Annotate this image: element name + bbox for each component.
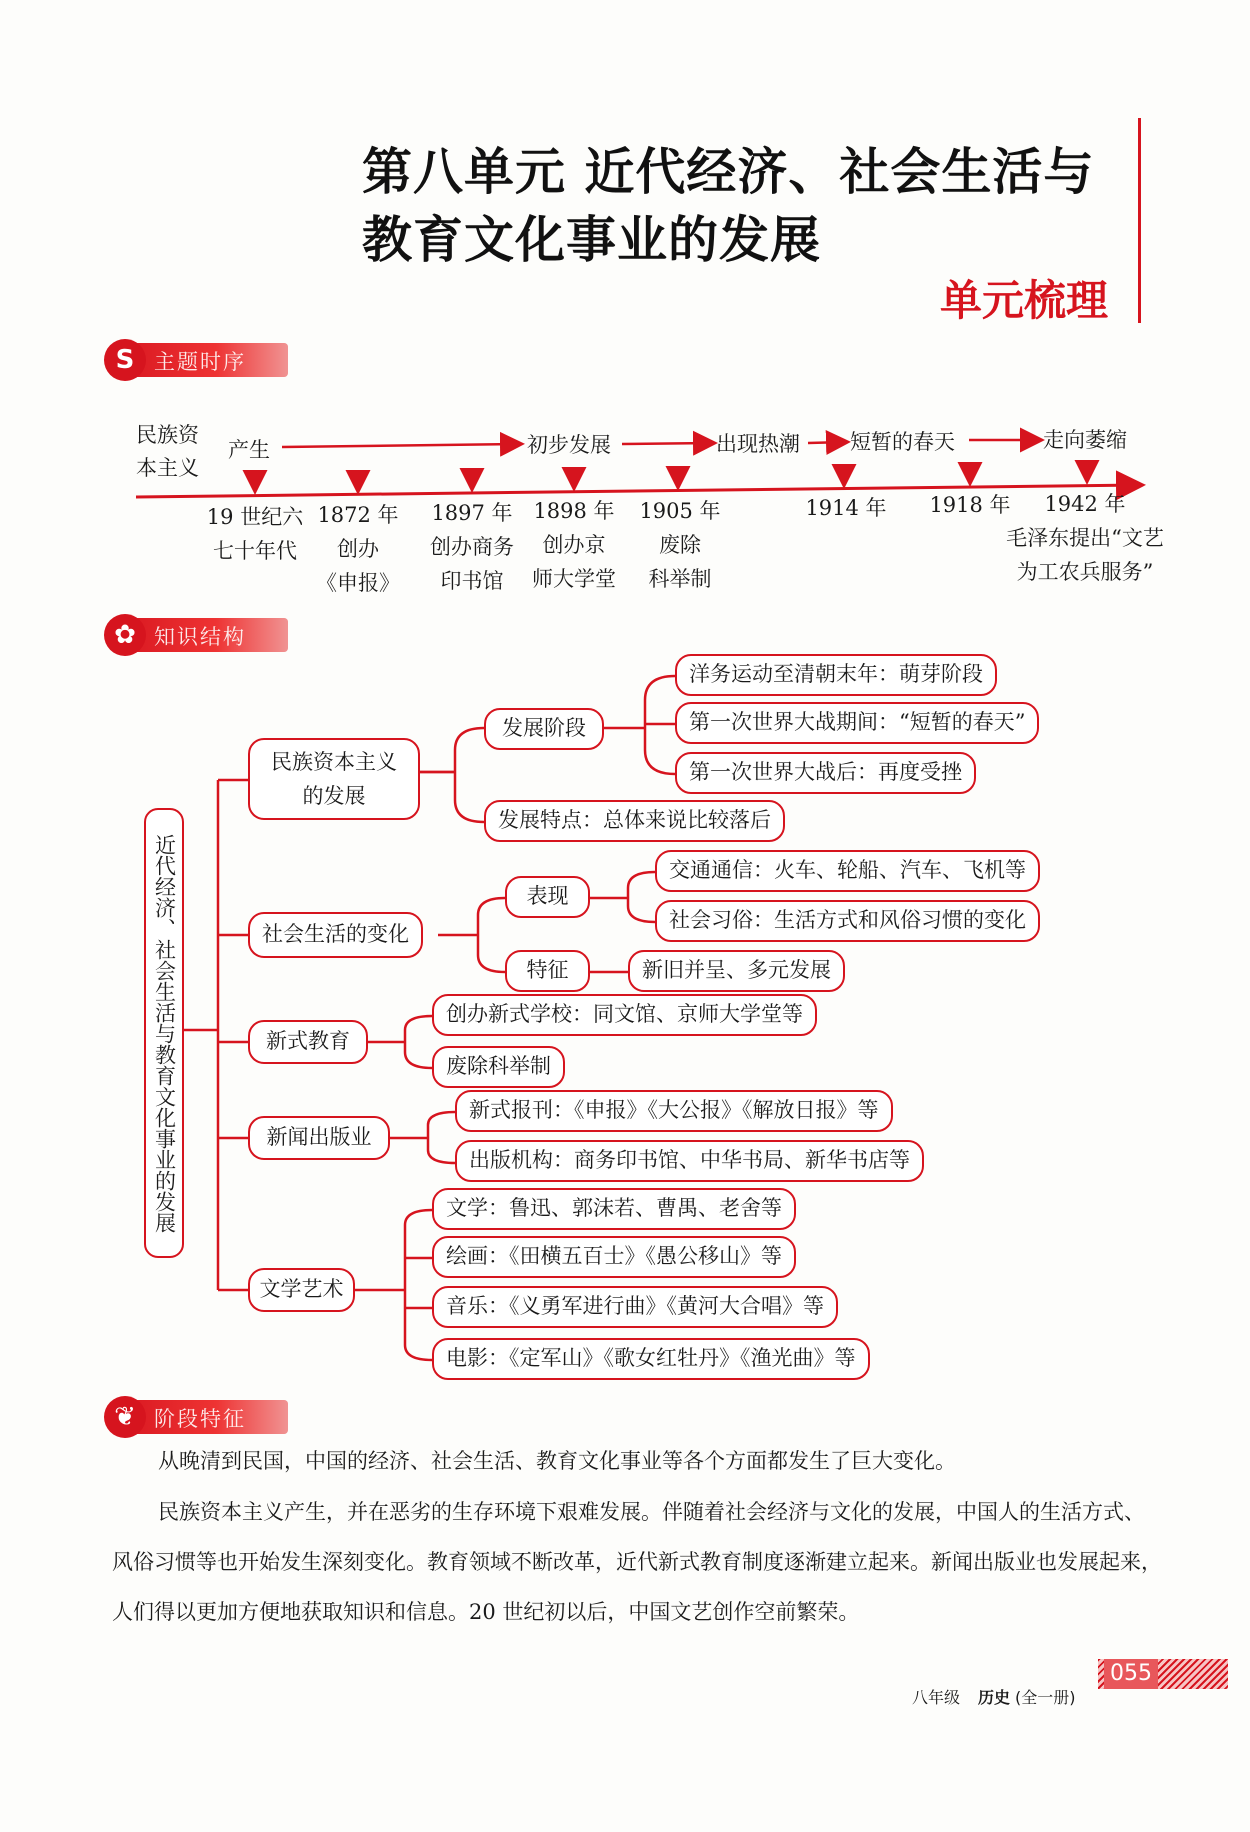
branch-national-capitalism: 民族资本主义的发展 xyxy=(248,738,420,820)
event-1905: 1905 年 废除 科举制 xyxy=(639,499,721,591)
section-flower-icon: ✿ xyxy=(104,614,146,656)
section-s-icon: S xyxy=(104,339,146,381)
event-1942: 1942 年 毛泽东提出“文艺 为工农兵服务” xyxy=(1006,492,1164,584)
event-1898: 1898 年 创办京 师大学堂 xyxy=(532,499,616,591)
node-manifestation: 表现 xyxy=(505,876,590,918)
branch-new-education: 新式教育 xyxy=(248,1020,368,1064)
event-1918: 1918 年 xyxy=(929,493,1011,517)
unit-subtitle: 单元梳理 xyxy=(940,276,1109,325)
node-newspapers: 新式报刊：《申报》《大公报》《解放日报》等 xyxy=(455,1090,893,1132)
node-literature: 文学：鲁迅、郭沫若、曹禺、老舍等 xyxy=(432,1188,796,1230)
section-banner-label: 知识结构 xyxy=(154,625,246,649)
footer-grade: 八年级 xyxy=(912,1688,961,1707)
page-number-badge xyxy=(1098,1659,1228,1689)
branch-literature-arts: 文学艺术 xyxy=(248,1268,355,1312)
unit-title-line1: 第八单元 近代经济、社会生活与 xyxy=(362,143,1095,201)
node-publishers: 出版机构：商务印书馆、中华书局、新华书店等 xyxy=(455,1140,924,1182)
features-paragraph-1: 从晚清到民国，中国的经济、社会生活、教育文化事业等各个方面都发生了巨大变化。 xyxy=(158,1449,956,1473)
leaf-transport: 交通通信：火车、轮船、汽车、飞机等 xyxy=(655,850,1040,892)
footer-subject: 历史 xyxy=(978,1688,1011,1707)
stage-boom: 出现热潮 xyxy=(716,432,800,456)
page-number: 055 xyxy=(1104,1659,1158,1689)
section-banner-label: 主题时序 xyxy=(154,350,246,374)
branch-press-publishing: 新闻出版业 xyxy=(248,1116,390,1160)
stage-decline: 走向萎缩 xyxy=(1043,428,1127,452)
event-1897: 1897 年 创办商务 印书馆 xyxy=(430,501,514,593)
event-1914: 1914 年 xyxy=(805,496,887,520)
branch-social-life: 社会生活的变化 xyxy=(248,912,423,958)
leaf-short-spring: 第一次世界大战期间：“短暂的春天” xyxy=(675,702,1039,744)
timeline-start-label-2: 本主义 xyxy=(136,456,199,480)
node-film: 电影：《定军山》《歌女红牡丹》《渔光曲》等 xyxy=(432,1338,870,1380)
node-painting: 绘画：《田横五百士》《愚公移山》等 xyxy=(432,1236,796,1278)
node-music: 音乐：《义勇军进行曲》《黄河大合唱》等 xyxy=(432,1286,838,1328)
node-development-stages: 发展阶段 xyxy=(484,708,604,750)
event-1872: 1872 年 创办 《申报》 xyxy=(316,503,400,595)
leaf-customs: 社会习俗：生活方式和风俗习惯的变化 xyxy=(655,900,1040,942)
stage-emergence: 产生 xyxy=(228,438,270,462)
stage-short-spring: 短暂的春天 xyxy=(850,430,955,454)
node-characteristics: 特征 xyxy=(505,950,590,992)
section-banner-label: 阶段特征 xyxy=(154,1407,246,1431)
stage-initial-development: 初步发展 xyxy=(527,433,611,457)
node-development-features: 发展特点：总体来说比较落后 xyxy=(484,800,785,842)
node-new-schools: 创办新式学校：同文馆、京师大学堂等 xyxy=(432,994,817,1036)
unit-title-line2: 教育文化事业的发展 xyxy=(362,211,821,269)
event-1860s: 19 世纪六 七十年代 xyxy=(206,505,304,563)
node-abolish-exam: 废除科举制 xyxy=(432,1046,565,1088)
leaf-sprout-stage: 洋务运动至清朝末年：萌芽阶段 xyxy=(675,654,997,696)
section-leaf-icon: ❦ xyxy=(104,1396,146,1438)
timeline-start-label-1: 民族资 xyxy=(136,423,199,447)
leaf-setback: 第一次世界大战后：再度受挫 xyxy=(675,752,976,794)
leaf-diverse: 新旧并呈、多元发展 xyxy=(628,950,845,992)
section-banner-features xyxy=(108,1400,288,1434)
tree-root: 近代经济、社会生活与教育文化事业的发展 xyxy=(144,808,184,1258)
features-paragraph-2: 民族资本主义产生，并在恶劣的生存环境下艰难发展。伴随着社会经济与文化的发展，中国人的生活方式、风俗习惯等也开始发生深刻变化。教育领域不断改革，近代新式教育制度逐渐建立起来。新闻出版业也发展起来，人们得以更加方便地获取知识和信息。20 世纪初以后，中国文艺创作空前繁荣。 xyxy=(112,1500,1162,1624)
footer-volume: (全一册) xyxy=(1015,1688,1076,1707)
